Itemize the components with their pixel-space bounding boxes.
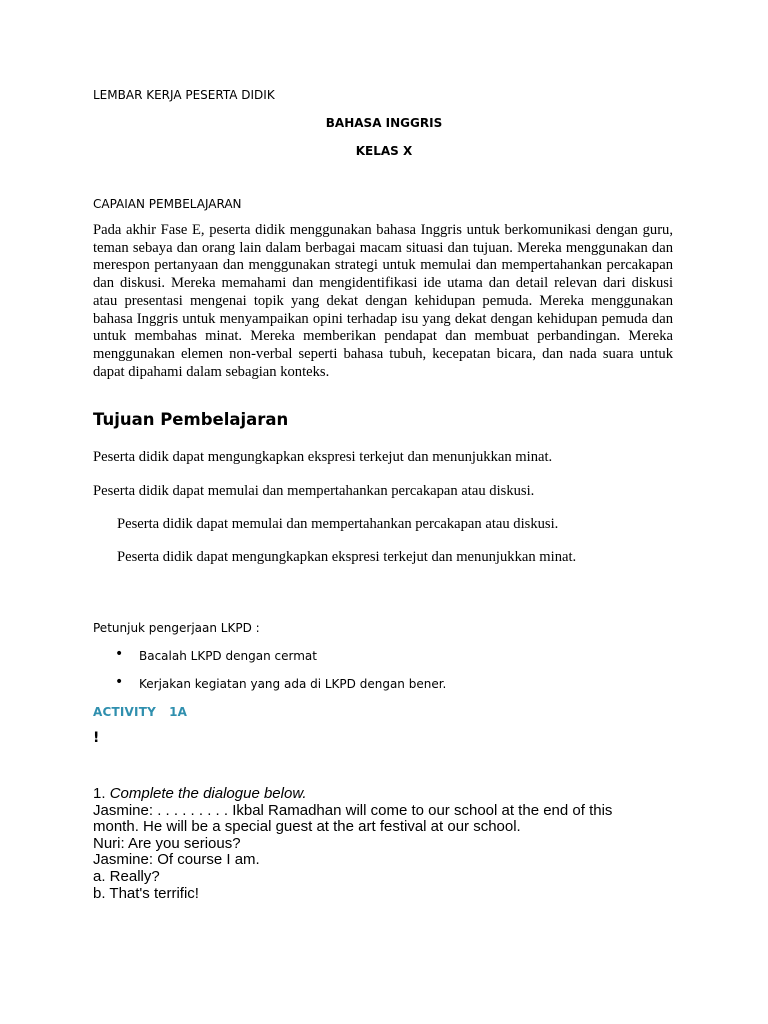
activity-label: ACTIVITY 1A — [93, 705, 188, 719]
tujuan-item: Peserta didik dapat memulai dan mempertahankan percakapan atau diskusi. — [93, 483, 535, 499]
class-title: KELAS X — [355, 144, 413, 158]
answer-option: b. That's terrific! — [93, 884, 199, 902]
exercise-number: 1. — [93, 785, 106, 802]
exercise-instruction-line — [93, 786, 693, 803]
petunjuk-bullet: Kerjakan kegiatan yang ada di LKPD dengan bener. — [139, 677, 447, 691]
tujuan-item: Peserta didik dapat mengungkapkan ekspresi terkejut dan menunjukkan minat. — [117, 549, 577, 565]
bullet-icon: • — [115, 674, 124, 690]
capaian-heading: CAPAIAN PEMBELAJARAN — [93, 197, 242, 211]
petunjuk-bullet: Bacalah LKPD dengan cermat — [139, 649, 317, 663]
exercise-block — [93, 786, 693, 902]
dialogue-line: Jasmine: Of course I am. — [93, 851, 260, 869]
subject-title: BAHASA INGGRIS — [325, 116, 443, 130]
dialogue-line: Jasmine: . . . . . . . . . Ikbal Ramadhan will come to our school at the end of this — [93, 801, 613, 819]
petunjuk-heading: Petunjuk pengerjaan LKPD : — [93, 621, 260, 635]
document-title: LEMBAR KERJA PESERTA DIDIK — [93, 88, 275, 102]
bullet-icon: • — [115, 646, 124, 662]
tujuan-item: Peserta didik dapat mengungkapkan ekspresi terkejut dan menunjukkan minat. — [93, 449, 553, 465]
activity-mark: ! — [93, 730, 100, 746]
capaian-paragraph: Pada akhir Fase E, peserta didik menggunakan bahasa Inggris untuk berkomunikasi dengan guru, teman sebaya dan orang lain dalam berbagai macam situasi dan tujuan. Mereka menggunakan dan merespon pertanyaan dan menggunakan strategi untuk memulai dan mempertahankan percakapan dan diskusi. Mereka memahami dan mengidentifikasi ide utama dan detail relevan dari diskusi atau presentasi mengenai topik yang dekat dengan kehidupan pemuda. Mereka menggunakan bahasa Inggris untuk menyampaikan opini terhadap isu yang dekat dengan kehidupan pemuda dan untuk membahas minat. Mereka memberikan pendapat dan membuat perbandingan. Mereka menggunakan elemen non-verbal seperti bahasa tubuh, kecepatan bicara, dan nada suara untuk dapat dipahami dalam sebagian konteks. — [93, 222, 673, 380]
answer-option: a. Really? — [93, 867, 160, 885]
dialogue-line: month. He will be a special guest at the art festival at our school. — [93, 818, 521, 836]
dialogue-line: Nuri: Are you serious? — [93, 834, 241, 852]
tujuan-heading: Tujuan Pembelajaran — [93, 410, 289, 429]
exercise-instruction: Complete the dialogue below. — [109, 785, 307, 802]
tujuan-item: Peserta didik dapat memulai dan mempertahankan percakapan atau diskusi. — [117, 516, 559, 532]
